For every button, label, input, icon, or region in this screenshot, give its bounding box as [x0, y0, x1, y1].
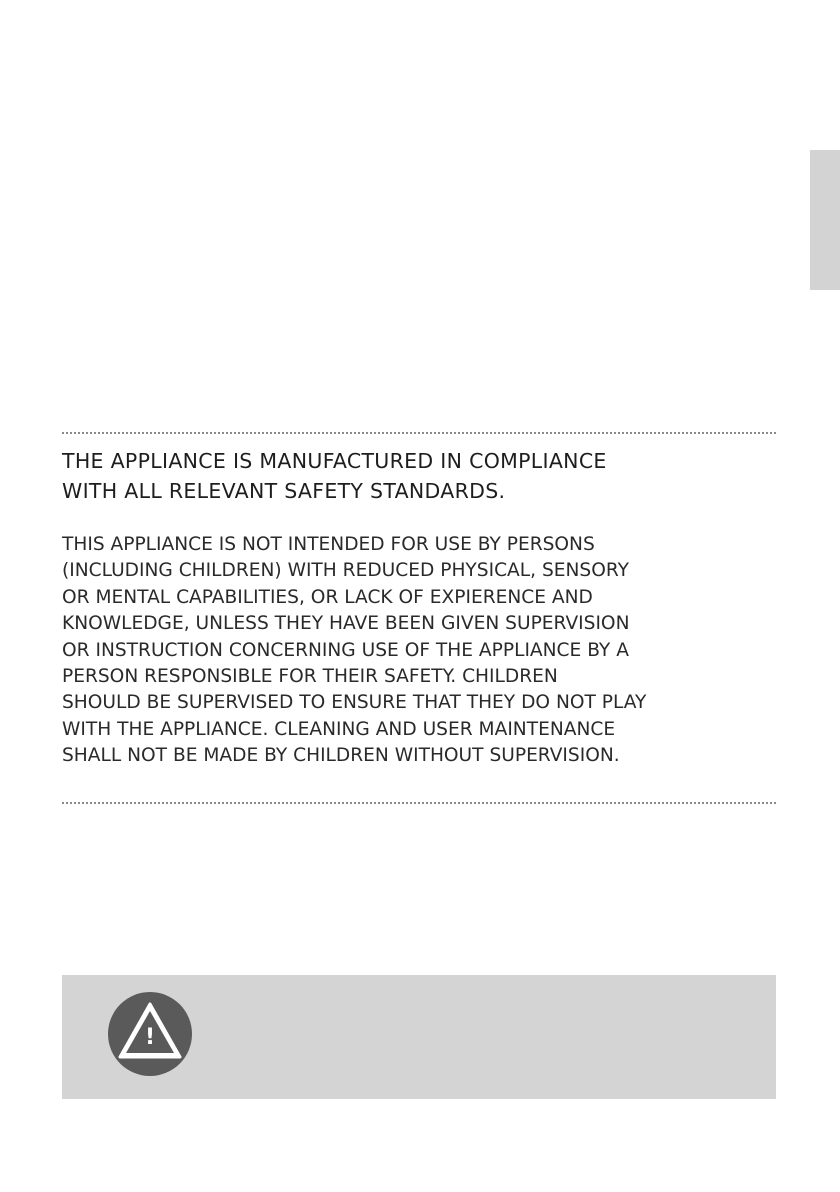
bottom-dotted-divider: [62, 802, 776, 804]
body-line: SHALL NOT BE MADE BY CHILDREN WITHOUT SUPERVISION.: [62, 745, 620, 767]
section-tab-marker: [810, 150, 840, 290]
heading-line-2: WITH ALL RELEVANT SAFETY STANDARDS.: [62, 479, 506, 503]
body-line: PERSON RESPONSIBLE FOR THEIR SAFETY. CHILDREN: [62, 666, 558, 688]
top-dotted-divider: [62, 432, 776, 434]
body-line: OR MENTAL CAPABILITIES, OR LACK OF EXPIERENCE AND: [62, 586, 593, 608]
body-line: THIS APPLIANCE IS NOT INTENDED FOR USE BY PERSONS: [62, 534, 595, 555]
heading-line-1: THE APPLIANCE IS MANUFACTURED IN COMPLIANCE: [62, 449, 607, 473]
safety-notice-paragraph: [62, 532, 782, 770]
body-line: (INCLUDING CHILDREN) WITH REDUCED PHYSICAL, SENSORY: [62, 560, 629, 582]
body-line: OR INSTRUCTION CONCERNING USE OF THE APPLIANCE BY A: [62, 639, 629, 661]
warning-exclamation-glyph: !: [144, 1025, 156, 1050]
body-line: KNOWLEDGE, UNLESS THEY HAVE BEEN GIVEN SUPERVISION: [62, 613, 630, 635]
warning-triangle-icon: [107, 991, 193, 1077]
warning-box: [62, 975, 776, 1099]
body-line: WITH THE APPLIANCE. CLEANING AND USER MAINTENANCE: [62, 718, 616, 740]
body-line: SHOULD BE SUPERVISED TO ENSURE THAT THEY DO NOT PLAY: [62, 692, 647, 714]
safety-compliance-heading: [62, 446, 782, 506]
